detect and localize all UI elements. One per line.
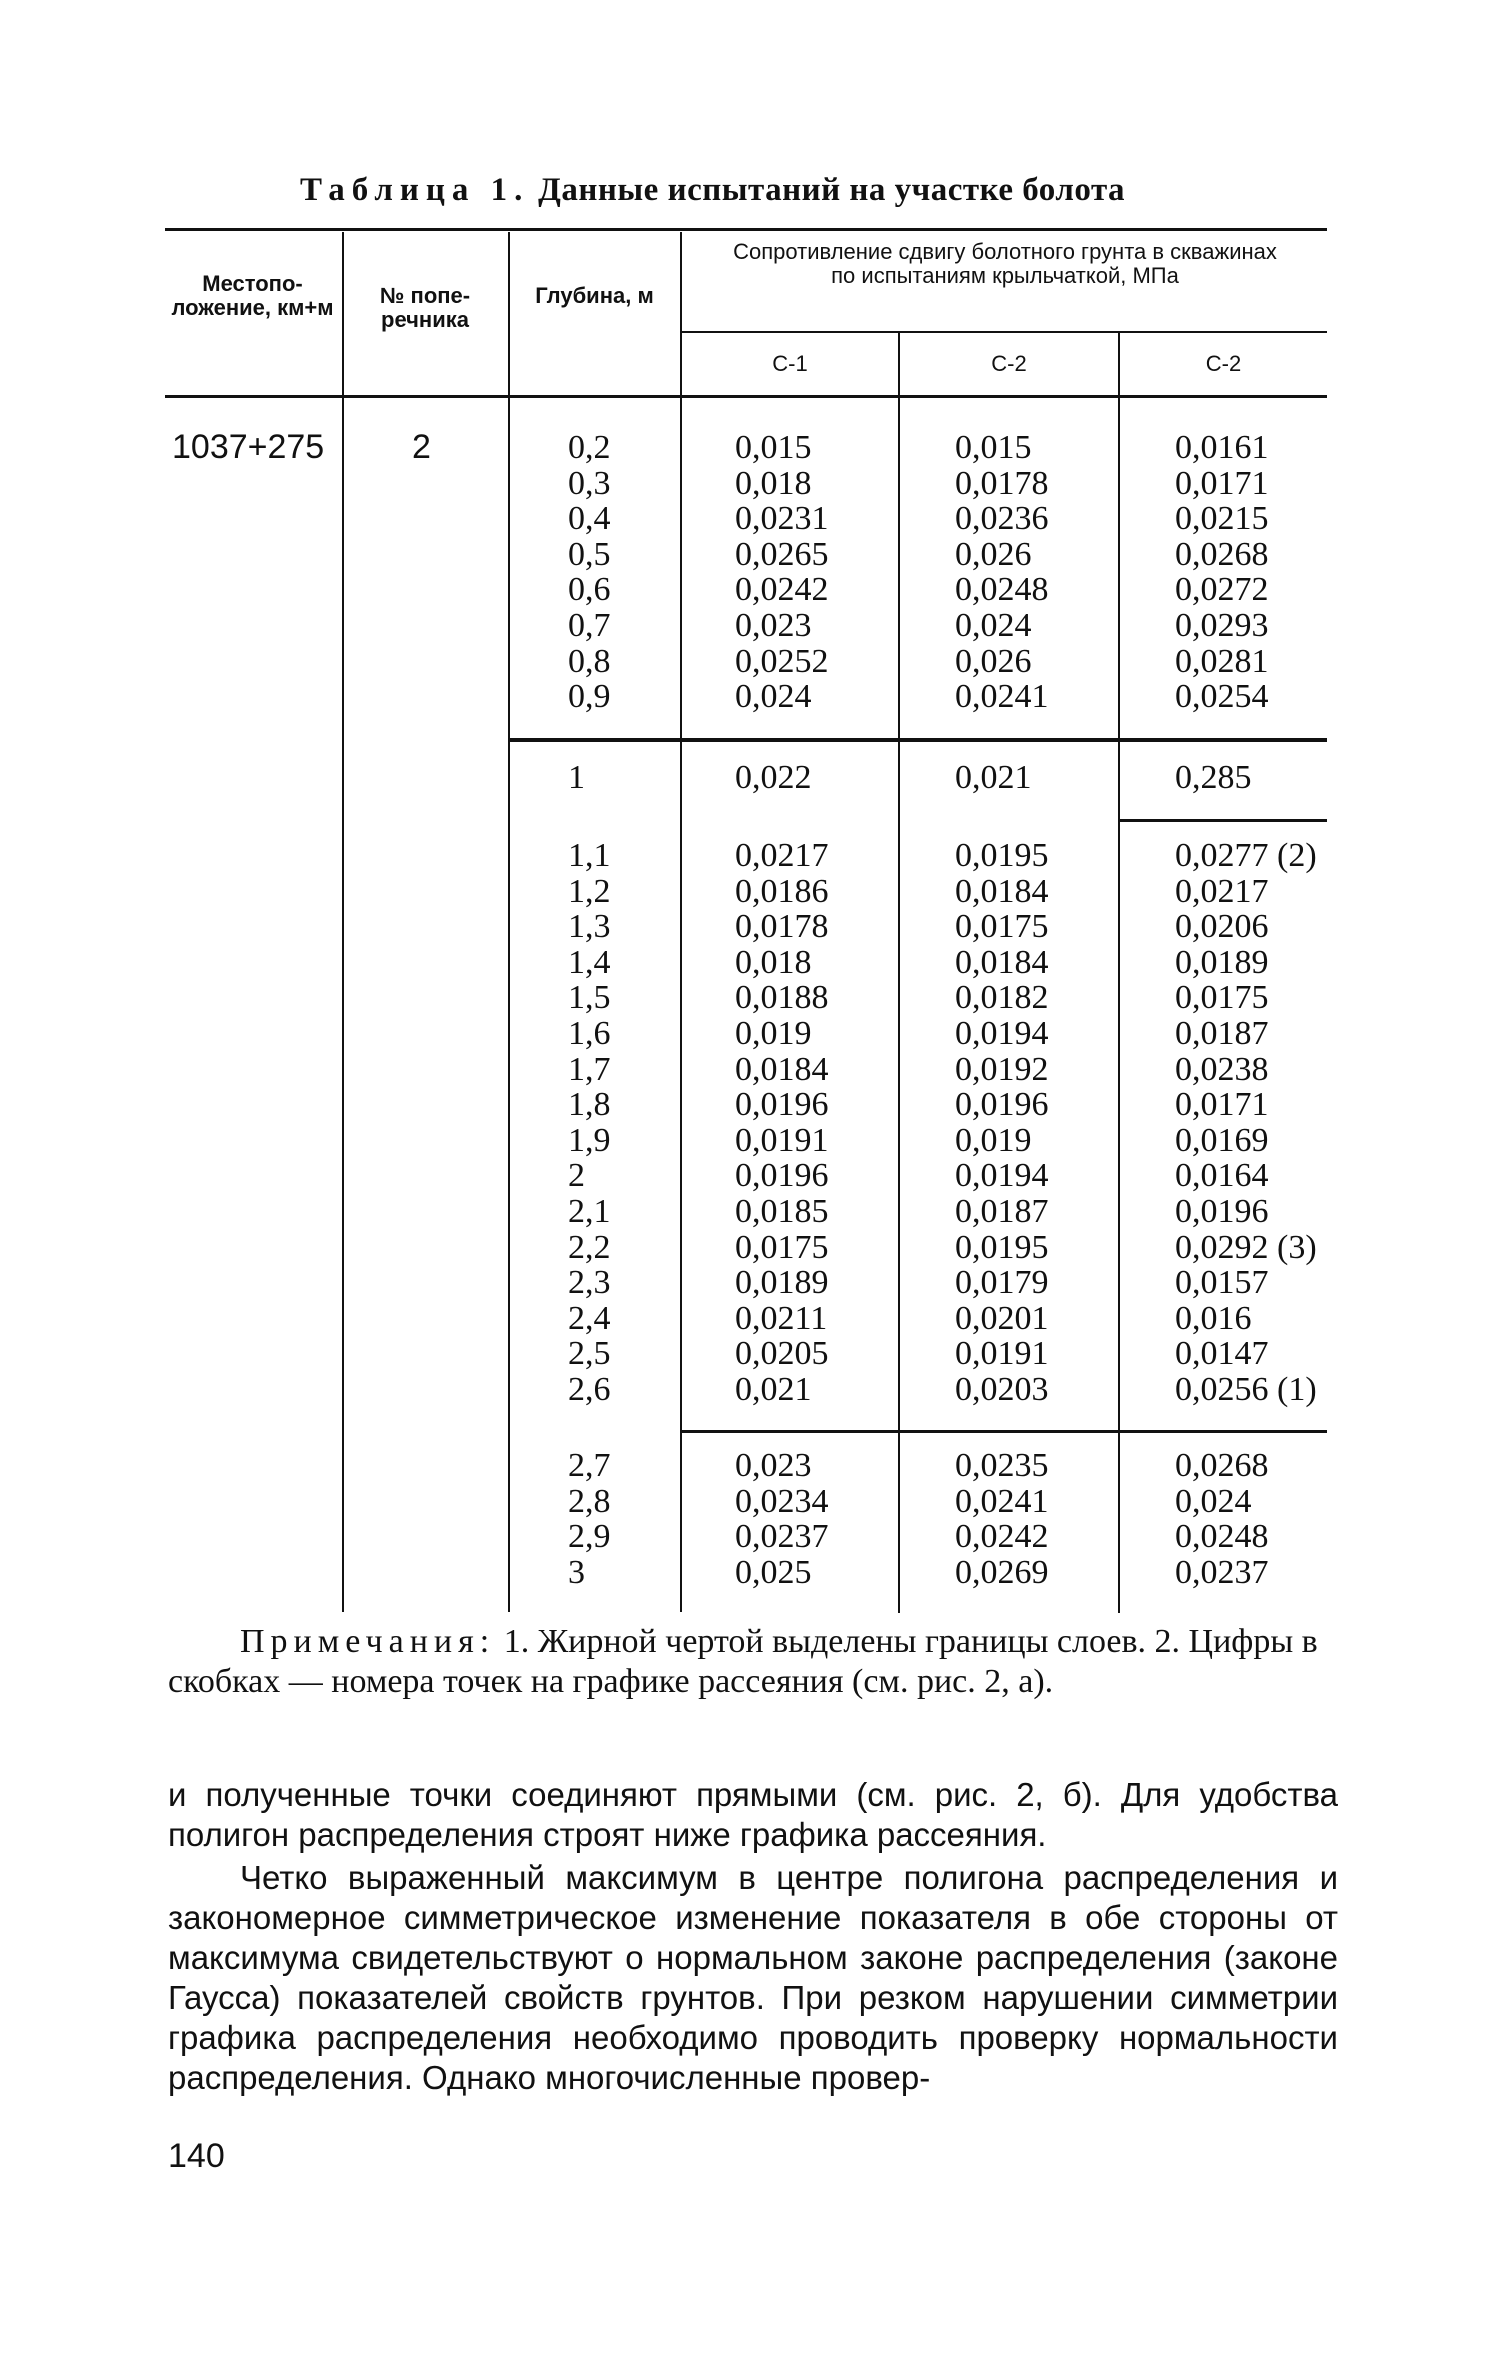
table-cell: 0,019 — [955, 1121, 1032, 1159]
table-cell: 0,2 — [568, 429, 611, 466]
header-bottom-rule — [165, 395, 1327, 398]
table-cell: 0,0188 — [735, 979, 829, 1017]
table-cell: 0,0194 — [955, 1014, 1049, 1052]
table-cell: 0,0292 (3) — [1175, 1228, 1317, 1266]
table-cell: 0,018 — [735, 464, 812, 502]
table-cell: 0,015 — [955, 429, 1032, 466]
table-title — [300, 172, 1200, 209]
cross-cell: 2 — [412, 428, 431, 466]
table-cell: 0,016 — [1175, 1299, 1252, 1337]
table-cell: 0,024 — [735, 678, 812, 716]
notes-text: 1. Жирной чертой выделены границы слоев. 2. Цифры в скобках — номера точек на графике рассеяния (см. рис. 2, а). — [168, 1623, 1318, 1700]
header-c2b: С-2 — [1205, 351, 1242, 376]
header-cross: № попе-речника — [379, 283, 471, 332]
col-divider-3 — [680, 232, 682, 1612]
table-cell: 1,6 — [568, 1014, 611, 1052]
table-cell: 0,0196 — [735, 1157, 829, 1195]
table-cell: 2,3 — [568, 1264, 611, 1302]
table-cell: 0,0178 — [735, 908, 829, 946]
table-cell: 0,0196 — [1175, 1192, 1269, 1230]
table-cell: 1,7 — [568, 1050, 611, 1088]
table-cell: 0,0256 (1) — [1175, 1370, 1317, 1408]
table-cell: 0,0195 — [955, 1228, 1049, 1266]
table-cell: 0,0238 — [1175, 1050, 1269, 1088]
table-cell: 0,0194 — [955, 1157, 1049, 1195]
table-cell: 1,1 — [568, 837, 611, 874]
table-cell: 0,0191 — [955, 1335, 1049, 1373]
table-cell: 2,8 — [568, 1482, 611, 1520]
header-location: Местопо-ложение, км+м — [171, 271, 334, 320]
table-cell: 0,0186 — [735, 872, 829, 910]
table-cell: 1,9 — [568, 1121, 611, 1159]
table-cell: 0,0217 — [735, 837, 829, 874]
table-cell: 0,023 — [735, 1447, 812, 1484]
table-cell: 0,0269 — [955, 1553, 1049, 1591]
table-cell: 0,0206 — [1175, 908, 1269, 946]
header-sub-rule — [680, 331, 1327, 333]
group3-c2a — [955, 838, 1049, 1408]
table-cell: 0,0268 — [1175, 1447, 1269, 1484]
table-cell: 0,026 — [955, 642, 1032, 680]
table-cell: 0,0215 — [1175, 500, 1269, 538]
table-cell: 0,0234 — [735, 1482, 829, 1520]
col-divider-4 — [898, 333, 900, 1613]
table-cell: 0,018 — [735, 943, 812, 981]
table-cell: 0,6 — [568, 571, 611, 609]
table-cell: 0,9 — [568, 678, 611, 716]
table-cell: 1,4 — [568, 943, 611, 981]
page-number: 140 — [168, 2137, 225, 2175]
table-cell: 0,0189 — [1175, 943, 1269, 981]
table-cell: 0,0201 — [955, 1299, 1049, 1337]
table-cell: 0,0189 — [735, 1264, 829, 1302]
group3-depth — [568, 838, 611, 1408]
table-cell: 0,0252 — [735, 642, 829, 680]
group1-c2b — [1175, 430, 1269, 715]
table-cell: 2,7 — [568, 1447, 611, 1484]
table-cell: 0,0195 — [955, 837, 1049, 874]
table-cell: 0,0254 — [1175, 678, 1269, 716]
table-cell: 0,0196 — [735, 1086, 829, 1124]
table-number: Таблица 1. — [300, 172, 530, 208]
table-cell: 0,0171 — [1175, 1086, 1269, 1124]
table-cell: 0,0242 — [735, 571, 829, 609]
table-cell: 0,5 — [568, 535, 611, 573]
group1-c1 — [735, 430, 829, 715]
table-cell: 0,024 — [955, 606, 1032, 644]
table-cell: 0,0192 — [955, 1050, 1049, 1088]
table-cell: 0,0241 — [955, 1482, 1049, 1520]
header-depth: Глубина, м — [535, 283, 654, 308]
table-cell: 2,9 — [568, 1518, 611, 1556]
table-cell: 0,0205 — [735, 1335, 829, 1373]
table-caption: Данные испытаний на участке болота — [529, 172, 1126, 208]
table-cell: 0,0236 — [955, 500, 1049, 538]
table-cell: 0,0164 — [1175, 1157, 1269, 1195]
group2-c2a: 0,021 — [955, 759, 1032, 796]
group4-depth — [568, 1448, 611, 1590]
group1-c2a — [955, 430, 1049, 715]
table-cell: 0,0235 — [955, 1447, 1049, 1484]
group4-c2a — [955, 1448, 1049, 1590]
group4-c2b — [1175, 1448, 1269, 1590]
table-cell: 0,0179 — [955, 1264, 1049, 1302]
table-cell: 0,0175 — [735, 1228, 829, 1266]
header-c1: С-1 — [772, 351, 808, 376]
table-cell: 0,015 — [735, 429, 812, 466]
table-cell: 0,0185 — [735, 1192, 829, 1230]
table-cell: 0,0265 — [735, 535, 829, 573]
table-cell: 0,0147 — [1175, 1335, 1269, 1373]
table-cell: 0,026 — [955, 535, 1032, 573]
table-cell: 0,0169 — [1175, 1121, 1269, 1159]
table-notes — [168, 1622, 1338, 1702]
paragraph-2: Четко выраженный максимум в центре полигона распределения и закономерное симметрическое изменение показателя в обе стороны от максимума свидетельствуют о нормальном законе распределения (законе Гаусса) показателей свойств грунтов. При резком нарушении симметрии графика распределения необходимо проводить проверку нормальности распределения. Однако многочисленные провер- — [168, 1859, 1338, 2096]
table-cell: 0,0161 — [1175, 429, 1269, 466]
header-resistance: Сопротивление сдвигу болотного грунта в скважинах по испытаниям крыльчаткой, МПа — [733, 239, 1277, 288]
table-cell: 0,0211 — [735, 1299, 828, 1337]
table-cell: 0,0184 — [735, 1050, 829, 1088]
table-cell: 0,0217 — [1175, 872, 1269, 910]
group2-depth: 1 — [568, 759, 585, 796]
layer-boundary-1 — [510, 738, 1327, 742]
location-cell: 1037+275 — [172, 428, 325, 466]
table-cell: 0,025 — [735, 1553, 812, 1591]
notes-label: Примечания: — [240, 1623, 496, 1660]
layer-boundary-3 — [682, 1430, 1327, 1433]
group4-c1 — [735, 1448, 829, 1590]
table-cell: 0,0157 — [1175, 1264, 1269, 1302]
table-cell: 0,019 — [735, 1014, 812, 1052]
table-cell: 0,8 — [568, 642, 611, 680]
table-cell: 0,3 — [568, 464, 611, 502]
table-cell: 0,0187 — [1175, 1014, 1269, 1052]
table-cell: 0,0241 — [955, 678, 1049, 716]
group3-c1 — [735, 838, 829, 1408]
table-cell: 0,0187 — [955, 1192, 1049, 1230]
table-cell: 0,023 — [735, 606, 812, 644]
group3-c2b — [1175, 838, 1317, 1408]
table-cell: 2,6 — [568, 1370, 611, 1408]
table-cell: 0,0281 — [1175, 642, 1269, 680]
table-cell: 0,4 — [568, 500, 611, 538]
col-divider-1 — [342, 232, 344, 1612]
table-cell: 1,5 — [568, 979, 611, 1017]
table-cell: 0,0171 — [1175, 464, 1269, 502]
table-cell: 0,0203 — [955, 1370, 1049, 1408]
table-cell: 0,0175 — [955, 908, 1049, 946]
table-cell: 0,0237 — [735, 1518, 829, 1556]
table-cell: 0,0191 — [735, 1121, 829, 1159]
table-cell: 0,0175 — [1175, 979, 1269, 1017]
table-cell: 0,7 — [568, 606, 611, 644]
table-cell: 0,0231 — [735, 500, 829, 538]
table-cell: 0,0293 — [1175, 606, 1269, 644]
table-cell: 2,1 — [568, 1192, 611, 1230]
table-cell: 2,4 — [568, 1299, 611, 1337]
header-c2a: С-2 — [991, 351, 1027, 376]
table-cell: 0,0248 — [1175, 1518, 1269, 1556]
group2-c1: 0,022 — [735, 759, 812, 796]
table-cell: 1,2 — [568, 872, 611, 910]
table-cell: 0,0277 (2) — [1175, 837, 1317, 874]
table-cell: 2,5 — [568, 1335, 611, 1373]
table-cell: 0,0196 — [955, 1086, 1049, 1124]
table-cell: 0,0184 — [955, 872, 1049, 910]
table-cell: 0,0237 — [1175, 1553, 1269, 1591]
table-cell: 0,0268 — [1175, 535, 1269, 573]
col-divider-5 — [1118, 333, 1120, 1613]
table-cell: 1,3 — [568, 908, 611, 946]
table-cell: 2,2 — [568, 1228, 611, 1266]
table-cell: 1,8 — [568, 1086, 611, 1124]
table-cell: 0,0178 — [955, 464, 1049, 502]
group1-depth — [568, 430, 611, 715]
table-top-rule — [165, 228, 1327, 231]
table-cell: 0,0272 — [1175, 571, 1269, 609]
group2-c2b: 0,285 — [1175, 759, 1252, 796]
table-cell: 0,0242 — [955, 1518, 1049, 1556]
table-cell: 0,024 — [1175, 1482, 1252, 1520]
table-cell: 0,0248 — [955, 571, 1049, 609]
layer-boundary-2 — [1120, 819, 1327, 822]
table-cell: 0,0182 — [955, 979, 1049, 1017]
table-cell: 0,0184 — [955, 943, 1049, 981]
table-cell: 3 — [568, 1553, 585, 1591]
paragraph-1: и полученные точки соединяют прямыми (см. рис. 2, б). Для удобства полигон распределения строят ниже графика рассеяния. — [168, 1776, 1338, 1853]
col-divider-2 — [508, 232, 510, 1612]
table-cell: 2 — [568, 1157, 585, 1195]
table-cell: 0,021 — [735, 1370, 812, 1408]
